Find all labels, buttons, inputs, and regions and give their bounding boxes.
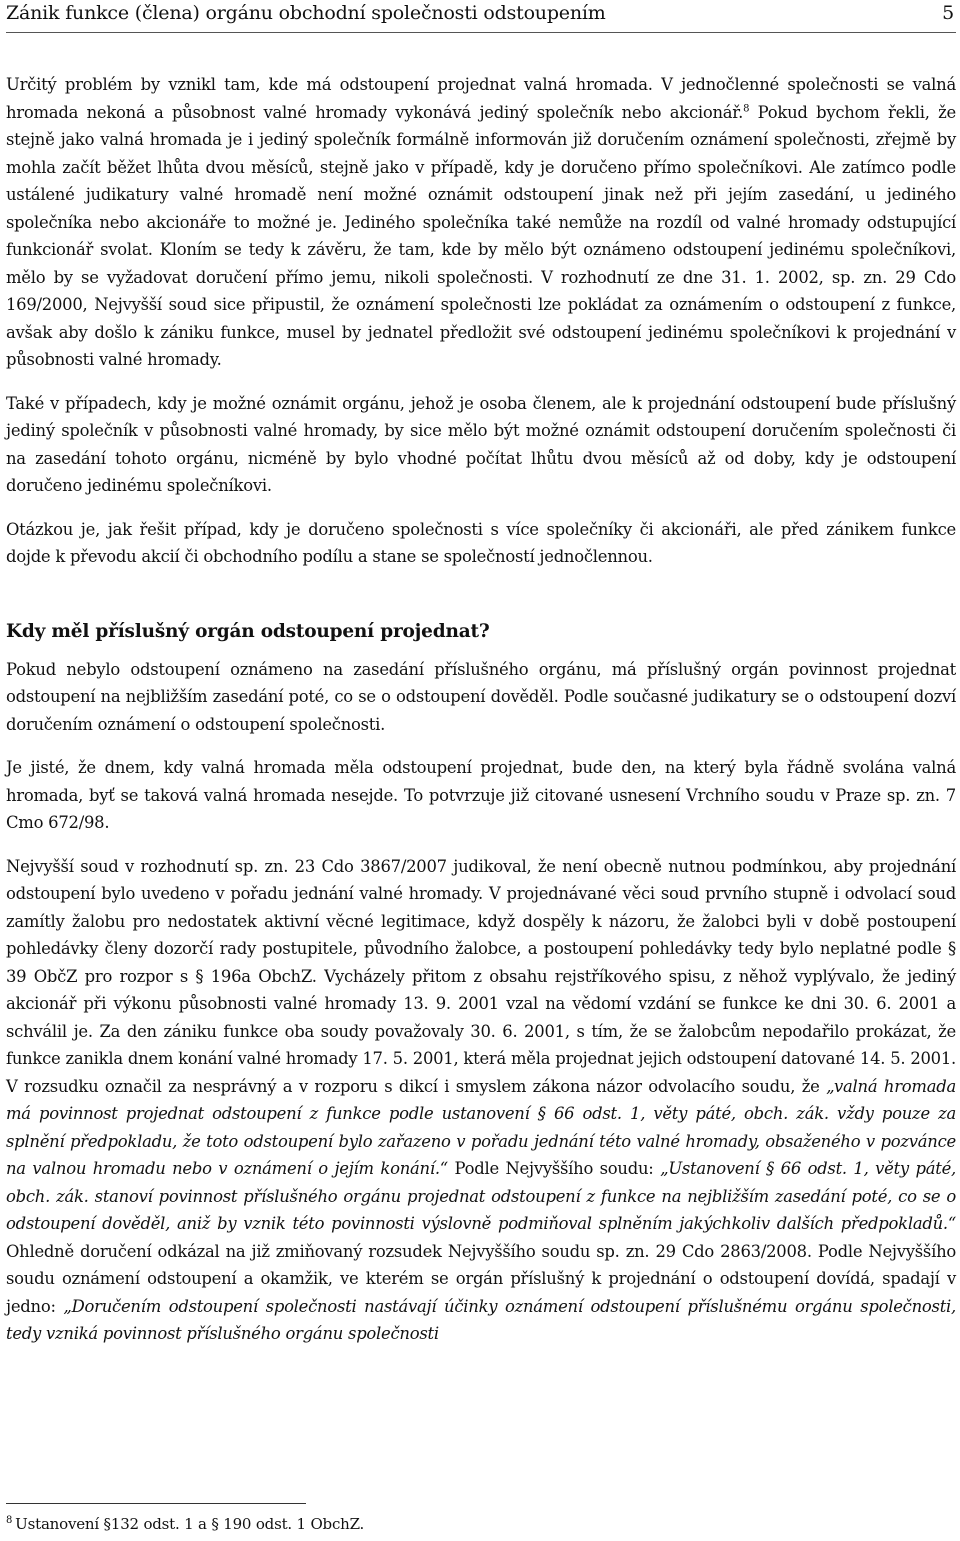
paragraph-5: Je jisté, že dnem, kdy valná hromada měla odstoupení projednat, bude den, na který byla řádně svolána valná hromada, byť se taková valná hromada nesejde. To potvrzuje již citované usnesení Vrchního soudu v Praze sp. zn. 7 Cmo 672/98. (6, 758, 956, 832)
paragraph-6-text-a: Nejvyšší soud v rozhodnutí sp. zn. 23 Cdo 3867/2007 judikoval, že není obecně nutnou podmínkou, aby projednání odstoupení bylo uvedeno v pořadu jednání valné hromady. V projednávané věci soud prvního stupně i odvolací soud zamítly žalobu pro nedostatek aktivní věcné legitimace, když dospěly k názoru, že žalobci byli v době postoupení pohledávky členy dozorčí rady postupitele, původního žalobce, a postoupení pohledávky tedy bylo neplatné podle § 39 ObčZ pro rozpor s § 196a ObchZ. Vycházely přitom z obsahu rejstříkového spisu, z něhož vyplývalo, že jediný akcionář při výkonu působnosti valné hromady 13. 9. 2001 vzal na vědomí vzdání se funkce ke dni 30. 6. 2001 a schválil je. Za den zániku funkce oba soudy považovaly 30. 6. 2001, s tím, že se žalobcům nepodařilo prokázat, že funkce zanikla dnem konání valné hromady 17. 5. 2001, která měla projednat jejich odstoupení datované 14. 5. 2001. V rozsudku označil za nesprávný a v rozporu s dikcí i smyslem zákona názor odvolacího soudu, že (6, 856, 956, 1096)
paragraph-3: Otázkou je, jak řešit případ, kdy je doručeno společnosti s více společníky či akcionáři, ale před zánikem funkce dojde k převodu akcií či obchodního podílu a stane se společností jednočlennou. (6, 519, 956, 566)
paragraph-1-text-a: Určitý problém by vznikl tam, kde má odstoupení projednat valná hromada. V jednočlenné společnosti se valná hromada nekoná a působnost valné hromady vykonává jediný společník nebo akcionář. (6, 75, 956, 122)
footnote-mark: 8 (6, 1515, 13, 1526)
quote-3: „Doručením odstoupení společnosti nastávají účinky oznámení odstoupení příslušnému orgánu společnosti, tedy vzniká povinnost příslušného orgánu společnosti (6, 1296, 956, 1343)
page-number: 5 (942, 2, 954, 24)
paragraph-4: Pokud nebylo odstoupení oznámeno na zasedání příslušného orgánu, má příslušný orgán povinnost projednat odstoupení na nejbližším zasedání poté, co se o odstoupení dověděl. Podle současné judikatury se o odstoupení dozví doručením oznámení o odstoupení společnosti. (6, 659, 956, 734)
footnote-reference[interactable]: 8 (743, 103, 750, 115)
running-header (6, 0, 956, 33)
footnote-text: Ustanovení §132 odst. 1 a § 190 odst. 1 ObchZ. (15, 1515, 365, 1533)
paragraph-6 (6, 853, 956, 1348)
document-page (6, 0, 956, 1348)
section-heading: Kdy měl příslušný orgán odstoupení projednat? (6, 620, 490, 642)
paragraph-2: Také v případech, kdy je možné oznámit orgánu, jehož je osoba členem, ale k projednání odstoupení bude příslušný jediný společník v působnosti valné hromady, by sice mělo být možné oznámit odstoupení doručením společnosti či na zasedání tohoto orgánu, nicméně by bylo vhodné počítat lhůtu dvou měsíců až od doby, kdy je odstoupení doručeno jedinému společníkovi. (6, 393, 956, 495)
quote-1: „valná hromada má povinnost projednat odstoupení z funkce podle ustanovení § 66 odst. 1, věty páté, obch. zák. vždy pouze za splnění předpokladu, že toto odstoupení bylo zařazeno v pořadu jednání této valné hromady, obsaženého v pozvánce na valnou hromadu nebo v oznámení o jejím konání.“ (6, 1076, 956, 1178)
paragraph-1-text-b: Pokud bychom řekli, že stejně jako valná hromada je i jediný společník formálně informován již doručením oznámení společnosti, zřejmě by mohla začít běžet lhůta dvou měsíců, stejně jako v případě, kdy je doručeno přímo společníkovi. Ale zatímco podle ustálené judikatury valné hromadě není možné oznámit odstoupení jinak než při jejím zasedání, u jediného společníka nebo akcionáře to možné je. Jediného společníka také nemůže na rozdíl od valné hromady odstupující funkcionář svolat. Kloním se tedy k závěru, že tam, kde by mělo být oznámeno odstoupení jedinému společníkovi, mělo by se vyžadovat doručení přímo jemu, nikoli společnosti. V rozhodnutí ze dne 31. 1. 2002, sp. zn. 29 Cdo 169/2000, Nejvyšší soud sice připustil, že oznámení společnosti lze pokládat za oznámením o odstoupení z funkce, avšak aby došlo k zániku funkce, musel by jednatel předložit své odstoupení jedinému společníkovi k projednání v působnosti valné hromady. (6, 102, 957, 369)
paragraph-6-text-b: Podle Nejvyššího soudu: (447, 1159, 661, 1178)
footnote (6, 1515, 364, 1533)
paragraph-1 (6, 71, 956, 374)
paragraph-6-text-c: Ohledně doručení odkázal na již zmiňovaný rozsudek Nejvyššího soudu sp. zn. 29 Cdo 2863/2008. Podle Nejvyššího soudu oznámení odstoupení a okamžik, ve kterém se orgán příslušný k projednání o odstoupení dovídá, spadají v jedno: (6, 1241, 956, 1316)
footnote-separator (6, 1503, 306, 1504)
quote-2: „Ustanovení § 66 odst. 1, věty páté, obch. zák. stanoví povinnost příslušného orgánu projednat odstoupení z funkce na nejbližším zasedání poté, co se o odstoupení dověděl, aniž by vznik této povinnosti výslovně podmiňoval splněním jakýchkoliv dalších předpokladů.“ (6, 1159, 956, 1233)
header-title: Zánik funkce (člena) orgánu obchodní společnosti odstoupením (6, 2, 606, 24)
